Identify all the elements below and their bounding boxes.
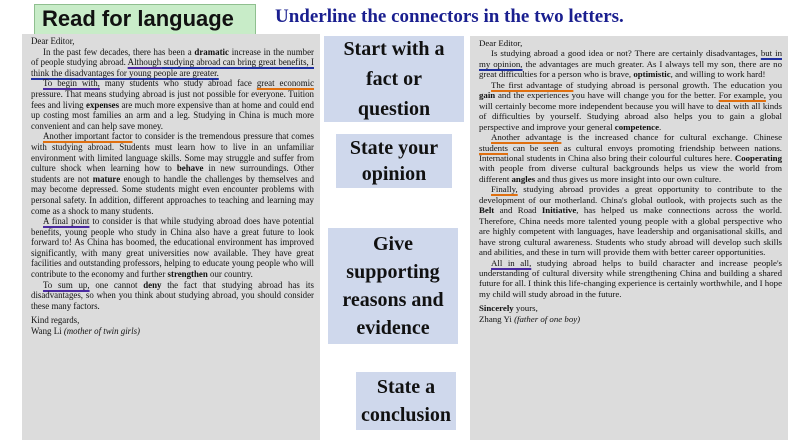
vocab-word: strengthen xyxy=(167,269,208,280)
vocab-word: gain xyxy=(479,90,496,101)
text-run: one cannot xyxy=(89,279,144,290)
instruction-text: Underline the connectors in the two letters. xyxy=(275,6,624,27)
stage-line: opinion xyxy=(361,163,427,185)
text-run: enough to handle the challenges by themselves and may become depressed. Some students might even encounter problems with personal safety. In addition, different approaches to teaching and learning may come as a shock to many students. xyxy=(31,173,315,216)
connector: For example, xyxy=(718,90,766,101)
text-run: studying abroad helps to build character and increase people's understanding of cultural diversity while strengthening China and building a shared future for all. I think this life-changing experience is certainly worthwhile, and I hope my child will study abroad in the future. xyxy=(479,257,782,299)
text-run: In the past few decades, there has been a xyxy=(43,46,195,57)
connector: Another advantage xyxy=(491,132,562,143)
text-run: , and willing to work hard! xyxy=(670,69,766,80)
vocab-word: dramatic xyxy=(194,46,229,57)
vocab-word: angles xyxy=(511,173,536,184)
text-run: studying abroad is personal growth. The education you xyxy=(573,79,783,90)
letter-paragraph xyxy=(31,78,314,131)
text-run: Is studying abroad a good idea or not? There are certainly disadvantages, xyxy=(491,48,761,59)
letter-paragraph xyxy=(479,48,782,79)
stage-line: fact or xyxy=(365,68,423,90)
connector: To sum up, xyxy=(43,279,90,290)
letter-greeting: Dear Editor, xyxy=(31,36,75,46)
letter-closing xyxy=(479,303,782,313)
text-run: and Road xyxy=(494,205,542,216)
connector: The first advantage of xyxy=(491,79,574,90)
letter-paragraph xyxy=(479,184,782,257)
stage-label xyxy=(343,34,444,124)
signature-note: (father of one boy) xyxy=(514,313,581,324)
stage-line: reasons and xyxy=(342,289,444,311)
stage-line: Give xyxy=(372,233,413,255)
stage-label xyxy=(361,373,451,429)
letter-signature-line xyxy=(479,314,782,324)
right-letter xyxy=(470,36,788,440)
connector: All in all, xyxy=(491,257,532,268)
text-run: and the experiences you have will change you for the better. xyxy=(495,90,719,101)
letter-greeting: Dear Editor, xyxy=(479,38,523,48)
text-run: our country. xyxy=(207,269,253,280)
vocab-word: mature xyxy=(92,173,121,184)
stage-label xyxy=(342,230,443,342)
text-run: in new surroundings. Other students are not xyxy=(31,163,314,184)
letter-closing-bold: Sincerely xyxy=(479,303,514,314)
letter-paragraph xyxy=(31,131,314,216)
text-run: yours, xyxy=(513,303,538,314)
letter-paragraph xyxy=(31,216,314,280)
vocab-word: Cooperating xyxy=(734,152,782,163)
vocab-word: behave xyxy=(176,163,204,174)
connector: but in my opinion, xyxy=(479,48,782,69)
text-run: studying abroad provides a great opportunity to contribute to the development of our motherland. China's global outlook, with projects such as the xyxy=(479,184,782,205)
text-run: to consider is that while studying abroad does have potential benefits, young people who study in China also have a great future to look forward to! As China has boomed, the educational environment has improved significantly, with many great universities now available. They have great facilities and outstanding professors, helping to educate young people who will contribute to the economy and further xyxy=(31,216,314,280)
stage-line: question xyxy=(357,98,431,120)
text-run: can be seen as cultural envoys promoting friendship between nations. International students in China also bring their colourful cultures here. xyxy=(479,142,782,163)
text-run: increase in the number of people studying abroad. xyxy=(31,46,314,68)
connector: To begin with, xyxy=(43,78,100,89)
text-run: to consider is the tremendous pressure that comes with studying abroad. Students must learn how to live in an unfamiliar environment with limited language skills. Some may struggle and suffer from culture shock when learning how to xyxy=(31,131,314,174)
text-run: are much more expensive than at home and could end up costing most families an arm and a leg. Studying in China is much more convenient and can help save money. xyxy=(31,99,314,131)
stage-line: conclusion xyxy=(360,404,452,426)
letter-paragraph xyxy=(479,258,782,300)
text-run: . xyxy=(659,121,662,132)
stage-line: State a xyxy=(376,376,436,398)
letter-paragraph xyxy=(479,132,782,184)
text-run: the fact that studying abroad has its disadvantages, so when you think about studying abroad, you should consider these many factors. xyxy=(31,279,314,311)
page-title: Read for language xyxy=(42,6,234,31)
vocab-word: optimistic xyxy=(633,69,671,80)
vocab-word: Initiative xyxy=(541,205,577,216)
text-run: many students who study abroad face xyxy=(99,78,257,89)
text-run: with people from diverse cultural backgrounds helps us view the world from different xyxy=(479,163,782,184)
letter-paragraph xyxy=(31,280,314,312)
vocab-word: competence xyxy=(614,121,659,132)
stage-line: supporting xyxy=(346,261,440,283)
stage-label xyxy=(350,135,438,187)
text-run: and thus gives us more insight into our own culture. xyxy=(535,173,722,184)
signature-note: (mother of twin girls) xyxy=(63,326,140,337)
text-run: is the increased chance for cultural exchange. Chinese xyxy=(561,132,782,143)
connector: Finally, xyxy=(491,184,518,195)
vocab-word: Belt xyxy=(479,205,495,216)
left-letter xyxy=(22,34,320,440)
text-run: you will certainly become more independent because you will have to deal with all kinds of difficulties by yourself. Studying abroad also helps you to gain a global perspective and improve your general xyxy=(479,90,782,132)
stage-line: State your xyxy=(349,137,439,159)
letter-signature: Wang Li xyxy=(31,326,62,337)
letter-signature-line xyxy=(31,326,314,337)
letter-paragraph xyxy=(31,47,314,79)
highlighted-phrase: students xyxy=(479,142,508,153)
right-letter-text xyxy=(479,38,782,324)
letter-paragraph xyxy=(479,80,782,132)
connector: Although xyxy=(127,57,162,68)
letter-signature: Zhang Yi xyxy=(479,313,512,324)
left-letter-text xyxy=(31,36,314,337)
stage-state-opinion xyxy=(336,134,452,188)
letter-closing: Kind regards, xyxy=(31,315,80,326)
vocab-word: deny xyxy=(143,279,162,290)
highlighted-phrase: great economic xyxy=(256,78,315,89)
stage-line: Start with a xyxy=(343,38,445,60)
connector: Another important factor xyxy=(43,131,133,142)
text-run: , has helped us make connections across the world. Therefore, China needs more talented young people with a global perspective who are highly competent with languages, have leadership and organisational skills, and have strong cultural awareness. Students who study abroad will develop such skills and abilities, and these in turn will provide them with better career opportunities. xyxy=(479,205,782,258)
text-run: the advantages are much greater. As I always tell my son, there are no great difficulties for a person who is brave, xyxy=(479,58,782,80)
stage-conclusion xyxy=(356,372,456,430)
vocab-word: expenses xyxy=(86,99,120,110)
stage-line: evidence xyxy=(356,317,430,339)
stage-supporting-reasons xyxy=(328,228,458,344)
text-run: studying abroad can bring great benefits, I think the disadvantages for young people are greater. xyxy=(31,57,314,78)
text-run: pressure. That means studying abroad is just not possible for everyone. Tuition fees and living xyxy=(31,88,314,110)
stage-start-with-fact xyxy=(324,36,464,122)
connector: A final point xyxy=(43,216,90,227)
